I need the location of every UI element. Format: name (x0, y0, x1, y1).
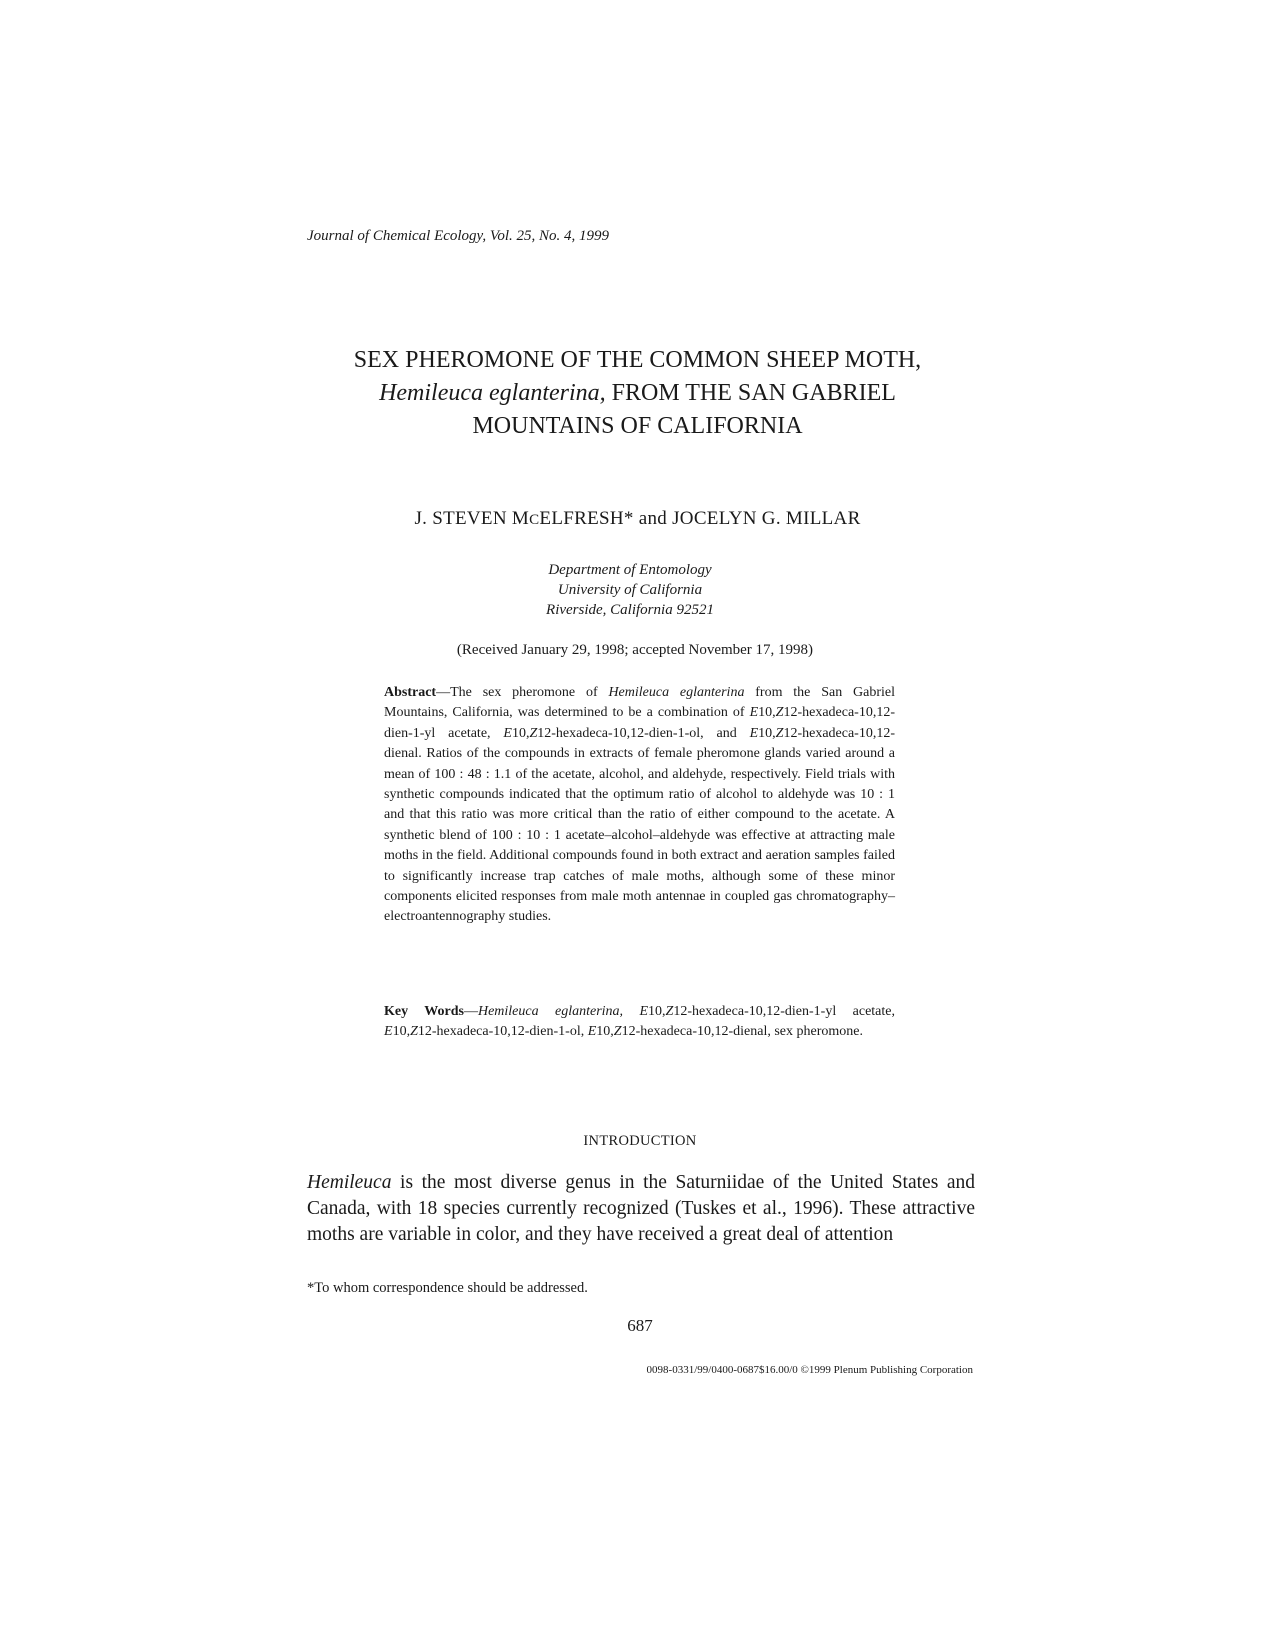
abstract (384, 683, 895, 928)
abstract-label: Abstract (384, 685, 437, 700)
abstract-e1: E (749, 705, 759, 721)
author-1-part-b: ELFRESH* (539, 508, 634, 529)
abstract-text-3: 12-hexadeca-10,12-dienal. Ratios of the compounds in extracts of female pheromone glands varied around a mean of 100 : 48 : 1.1 of the acetate, alcohol, and aldehyde, respectively. Field trials with synthetic compounds indicated that the optimum ratio of alcohol to aldehyde was 10 : 1 and that this ratio was more critical than the ratio of either compound to the acetate. A synthetic blend of 100 : 10 : 1 acetate–alcohol–aldehyde was effective at attracting male moths in the field. Additional compounds found in both extract and aeration samples failed to significantly increase trap catches of male moths, although some of these minor components elicited responses from male moth antennae in coupled gas chromatography–electroantennography studies. (384, 725, 896, 925)
abstract-t5: 10, (758, 725, 776, 741)
keywords-k1e: E (639, 1004, 649, 1019)
abstract-e3: E (749, 725, 759, 741)
introduction-paragraph (307, 1170, 975, 1248)
abstract-t1: 10, (758, 705, 776, 721)
keywords-label: Key Words (384, 1004, 464, 1019)
keywords-k2z: Z (410, 1024, 418, 1040)
section-heading-introduction: INTRODUCTION (583, 1133, 697, 1149)
keywords-sep (623, 1004, 639, 1019)
intro-text: is the most diverse genus in the Saturniidae of the United States and Canada, with 18 species currently recognized (Tuskes et al., 1996). These attractive moths are variable in color, and they have received a great deal of attention (307, 1172, 975, 1245)
keywords-k3b: 10, (596, 1024, 614, 1040)
affiliation-city: Riverside, California 92521 (546, 602, 714, 618)
title-line-3: MOUNTAINS OF CALIFORNIA (472, 413, 803, 439)
keywords-k3e: E (587, 1024, 597, 1040)
abstract-z3: Z (775, 725, 784, 741)
article-title (300, 344, 975, 443)
keywords-k2b: 10, (392, 1024, 411, 1040)
affiliation (420, 560, 840, 620)
abstract-text-2: from the San Gabriel Mountains, California, was determined to be a combination of (384, 685, 896, 721)
keywords-k2c: 12-hexadeca-10,12-dien-1-ol, (417, 1024, 588, 1040)
running-head: Journal of Chemical Ecology, Vol. 25, No. 4, 1999 (307, 228, 610, 244)
abstract-t4: 12-hexadeca-10,12-dien-1-ol, and (537, 725, 750, 741)
author-conjunction: and (633, 508, 673, 529)
title-line-1: SEX PHEROMONE OF THE COMMON SHEEP MOTH, (353, 347, 922, 373)
abstract-e2: E (503, 725, 512, 741)
received-dates: (Received January 29, 1998; accepted November 17, 1998) (456, 642, 814, 658)
abstract-z1: Z (775, 705, 784, 721)
keywords-k2e: E (384, 1024, 393, 1040)
keywords-species: Hemileuca eglanterina, (477, 1004, 624, 1019)
author-list (300, 508, 975, 530)
abstract-text-1: —The sex pheromone of (436, 685, 609, 700)
abstract-t3: 10, (511, 725, 530, 741)
abstract-z2: Z (529, 725, 538, 741)
keywords-k1z: Z (665, 1004, 674, 1019)
author-1-part-a: J. STEVEN M (414, 508, 530, 529)
keywords-k1c: 12-hexadeca-10,12-dien-1-yl acetate, (673, 1004, 895, 1019)
affiliation-university: University of California (557, 582, 703, 598)
keywords-dash: — (463, 1004, 478, 1019)
title-line-2 (300, 377, 975, 410)
abstract-t2: 12-hexadeca-10,12-dien-1-yl acetate, (384, 705, 895, 741)
keywords-k1b: 10, (648, 1004, 666, 1019)
author-1-small-cap: C (529, 512, 540, 528)
page-number: 687 (627, 1316, 653, 1335)
keywords-k3z: Z (613, 1024, 622, 1040)
title-line-2-rest: FROM THE SAN GABRIEL (605, 380, 896, 406)
author-2: JOCELYN G. MILLAR (672, 508, 861, 529)
keywords (384, 1002, 895, 1043)
copyright-line: 0098-0331/99/0400-0687$16.00/0 ©1999 Plenum Publishing Corporation (646, 1364, 973, 1376)
title-species: Hemileuca eglanterina, (379, 380, 606, 406)
intro-genus: Hemileuca (307, 1172, 392, 1193)
footnote: *To whom correspondence should be addressed. (307, 1280, 588, 1296)
abstract-species: Hemileuca eglanterina (608, 685, 745, 700)
affiliation-dept: Department of Entomology (548, 562, 712, 578)
keywords-k3c: 12-hexadeca-10,12-dienal, sex pheromone. (621, 1024, 863, 1040)
